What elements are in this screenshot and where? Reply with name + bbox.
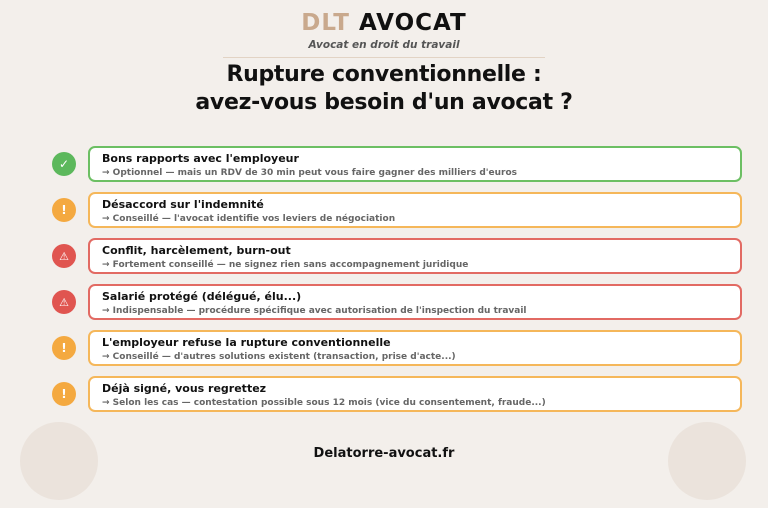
situation-detail: → Conseillé — d'autres solutions existent (transaction, prise d'acte...) xyxy=(102,352,456,362)
tagline: Avocat en droit du travail xyxy=(308,39,460,51)
list-item xyxy=(52,330,742,370)
situation-detail: → Optionnel — mais un RDV de 30 min peut vous faire gagner des milliers d'euros xyxy=(102,168,518,178)
situation-title: Salarié protégé (délégué, élu...) xyxy=(102,290,302,303)
decorative-circle-left xyxy=(20,422,98,500)
situation-card xyxy=(88,376,742,412)
list-item xyxy=(52,146,742,186)
situation-card xyxy=(88,284,742,320)
page-title xyxy=(0,61,768,117)
list-item xyxy=(52,376,742,416)
situation-card xyxy=(88,146,742,182)
title-line-2: avez-vous besoin d'un avocat ? xyxy=(195,90,573,115)
header xyxy=(0,8,768,117)
situation-detail: → Indispensable — procédure spécifique avec autorisation de l'inspection du travail xyxy=(102,306,527,316)
situation-detail: → Conseillé — l'avocat identifie vos leviers de négociation xyxy=(102,214,396,224)
exclamation-icon: ! xyxy=(52,336,76,360)
decorative-circle-right xyxy=(668,422,746,500)
warning-triangle-icon: ⚠ xyxy=(52,244,76,268)
brand-dlt: DLT xyxy=(301,10,350,36)
situation-title: Désaccord sur l'indemnité xyxy=(102,198,264,211)
warning-triangle-icon: ⚠ xyxy=(52,290,76,314)
exclamation-icon: ! xyxy=(52,198,76,222)
situation-title: Bons rapports avec l'employeur xyxy=(102,152,299,165)
list-item xyxy=(52,192,742,232)
check-icon: ✓ xyxy=(52,152,76,176)
situation-card xyxy=(88,238,742,274)
divider xyxy=(223,57,545,58)
situation-card xyxy=(88,192,742,228)
website-link: Delatorre-avocat.fr xyxy=(313,446,455,461)
situation-card xyxy=(88,330,742,366)
list-item xyxy=(52,238,742,278)
list-item xyxy=(52,284,742,324)
situation-title: L'employeur refuse la rupture conventionnelle xyxy=(102,336,391,349)
exclamation-icon: ! xyxy=(52,382,76,406)
situation-title: Conflit, harcèlement, burn-out xyxy=(102,244,291,257)
situation-detail: → Selon les cas — contestation possible sous 12 mois (vice du consentement, fraude...) xyxy=(102,398,546,408)
situation-detail: → Fortement conseillé — ne signez rien sans accompagnement juridique xyxy=(102,260,469,270)
title-line-1: Rupture conventionnelle : xyxy=(226,62,542,87)
brand-avocat: AVOCAT xyxy=(358,10,467,36)
situation-list xyxy=(52,146,742,422)
brand-logo xyxy=(0,8,768,38)
situation-title: Déjà signé, vous regrettez xyxy=(102,382,267,395)
